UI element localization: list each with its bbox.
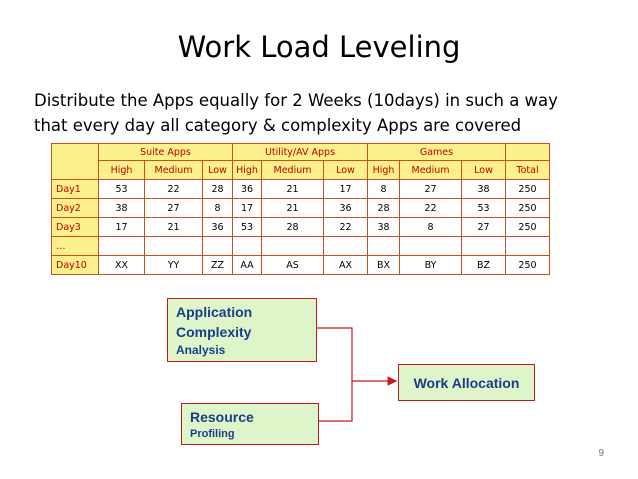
row-label: Day10 <box>52 256 99 275</box>
table-cell: AA <box>233 256 262 275</box>
application-box-line-2: Complexity <box>176 324 252 340</box>
subheader-cell: Low <box>203 161 233 180</box>
subheader-cell: Total <box>506 161 550 180</box>
table-cell: 250 <box>506 256 550 275</box>
group-header-games: Games <box>368 144 506 161</box>
intro-line-1: Distribute the Apps equally for 2 Weeks (10days) in such a way <box>34 91 558 110</box>
work-allocation-label: Work Allocation <box>413 374 520 391</box>
table-cell: 21 <box>262 199 324 218</box>
subheader-cell: Low <box>462 161 506 180</box>
subheader-cell: Low <box>324 161 368 180</box>
table-cell: 21 <box>145 218 203 237</box>
table-cell: 53 <box>233 218 262 237</box>
application-box-line-1: Application <box>176 304 253 320</box>
table-cell: 38 <box>368 218 400 237</box>
table-cell: BZ <box>462 256 506 275</box>
group-header-utility: Utility/AV Apps <box>233 144 368 161</box>
table-cell: 250 <box>506 199 550 218</box>
resource-box-line-2: Profiling <box>190 428 235 440</box>
subheader-cell: High <box>368 161 400 180</box>
resource-box-line-1: Resource <box>190 409 254 425</box>
row-label: Day3 <box>52 218 99 237</box>
table-cell: 28 <box>368 199 400 218</box>
table-cell: 53 <box>462 199 506 218</box>
table-cell: 38 <box>462 180 506 199</box>
table-cell: BX <box>368 256 400 275</box>
table-cell: BY <box>400 256 462 275</box>
table-cell: 22 <box>324 218 368 237</box>
slide-title: Work Load Leveling <box>177 30 461 64</box>
group-header-suite: Suite Apps <box>99 144 233 161</box>
intro-line-2: that every day all category & complexity Apps are covered <box>34 116 522 135</box>
subheader-cell: Medium <box>262 161 324 180</box>
row-label: Day2 <box>52 199 99 218</box>
table-cell: 27 <box>400 180 462 199</box>
table-cell: 17 <box>324 180 368 199</box>
table-cell: 36 <box>203 218 233 237</box>
connector-from-application <box>317 328 396 381</box>
table-cell: YY <box>145 256 203 275</box>
table-cell: 28 <box>262 218 324 237</box>
subheader-cell: Medium <box>400 161 462 180</box>
table-cell: 17 <box>233 199 262 218</box>
work-allocation-box <box>398 364 535 401</box>
subheader-cell: High <box>99 161 145 180</box>
table-cell: 22 <box>400 199 462 218</box>
table-cell: XX <box>99 256 145 275</box>
application-complexity-box <box>167 298 317 362</box>
table-cell: 27 <box>462 218 506 237</box>
row-label: Day1 <box>52 180 99 199</box>
subheader-cell: High <box>233 161 262 180</box>
table-cell: 21 <box>262 180 324 199</box>
table-cell: AS <box>262 256 324 275</box>
table-cell: 250 <box>506 180 550 199</box>
table-cell: 27 <box>145 199 203 218</box>
row-label: … <box>52 237 99 256</box>
table-cell: ZZ <box>203 256 233 275</box>
table-cell: 8 <box>400 218 462 237</box>
table-cell: 36 <box>324 199 368 218</box>
table-cell: 53 <box>99 180 145 199</box>
resource-profiling-box <box>181 403 319 445</box>
table-cell: AX <box>324 256 368 275</box>
table-cell: 38 <box>99 199 145 218</box>
table-cell: 28 <box>203 180 233 199</box>
subheader-cell: Medium <box>145 161 203 180</box>
table-cell: 17 <box>99 218 145 237</box>
table-cell: 22 <box>145 180 203 199</box>
page-number: 9 <box>598 448 604 459</box>
table-cell: 8 <box>368 180 400 199</box>
table-cell: 8 <box>203 199 233 218</box>
application-box-line-3: Analysis <box>176 343 226 357</box>
connector-from-resource <box>319 381 352 421</box>
table-cell: 36 <box>233 180 262 199</box>
table-cell: 250 <box>506 218 550 237</box>
